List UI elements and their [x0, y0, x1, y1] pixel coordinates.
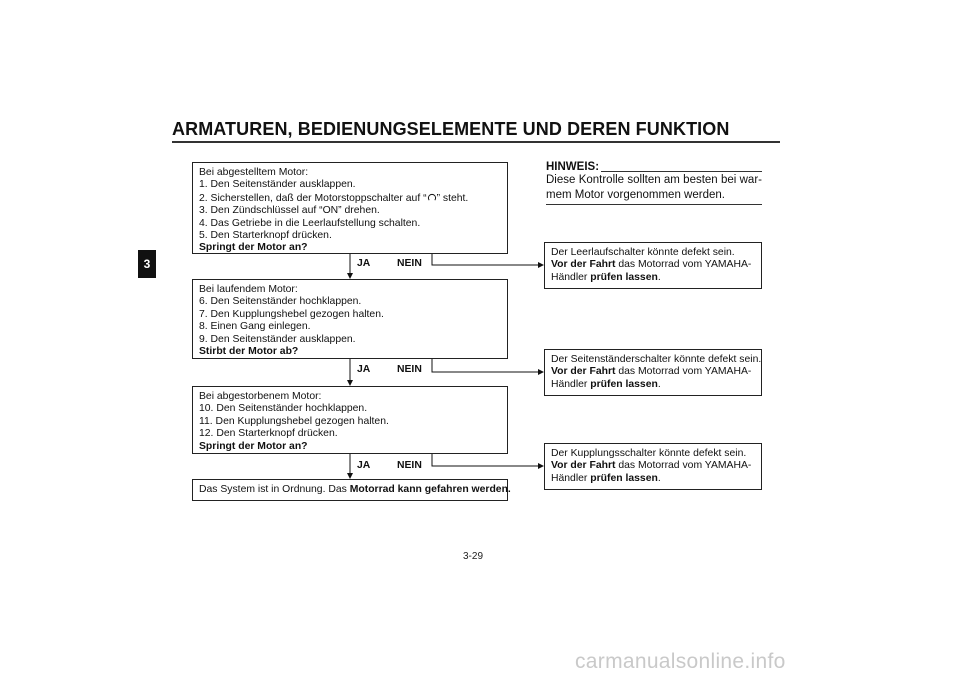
- watermark: carmanualsonline.info: [575, 650, 786, 673]
- step2-line-4: 9. Den Seitenständer ausklappen.: [199, 333, 356, 345]
- fault1-line2: [551, 259, 755, 271]
- fault1-pre-b: Händler: [551, 271, 591, 283]
- fault1-bold-b: prüfen lassen: [590, 271, 658, 283]
- step2-question: Stirbt der Motor ab?: [199, 346, 299, 358]
- fault3-line2: [551, 460, 755, 472]
- fault-box-clutch-switch: [544, 443, 762, 490]
- fault2-bold-b: prüfen lassen: [590, 378, 658, 390]
- fault3-line1: Der Kupplungsschalter könnte defekt sein.: [551, 448, 747, 459]
- page-number: 3-29: [463, 551, 484, 562]
- step2-line-2: 7. Den Kupplungshebel gezogen halten.: [199, 308, 384, 320]
- step3-line-3: 12. Den Starterknopf drücken.: [199, 428, 338, 440]
- fault2-line3: [551, 379, 755, 391]
- result-ok-text: Das System ist in Ordnung. Das: [199, 484, 350, 495]
- step2-line-0: Bei laufendem Motor:: [199, 284, 298, 295]
- fault1-line1: Der Leerlaufschalter könnte defekt sein.: [551, 247, 735, 258]
- step1-line-1: 1. Den Seitenständer ausklappen.: [199, 179, 356, 191]
- fault3-mid: das Motorrad vom YAMAHA-: [615, 460, 752, 472]
- fault1-line3: [551, 272, 755, 284]
- step1-line-0: Bei abgestelltem Motor:: [199, 167, 309, 178]
- step3-line-0: Bei abgestorbenem Motor:: [199, 391, 322, 402]
- no-arrow-1: [432, 254, 543, 265]
- step1-line-3: 3. Den Zündschlüssel auf “ON” drehen.: [199, 205, 380, 217]
- fault2-pre-b: Händler: [551, 378, 591, 390]
- no-label-1: NEIN: [397, 258, 422, 269]
- note-text: Diese Kontrolle sollten am besten bei war-mem Motor vorgenommen werden.: [546, 174, 762, 201]
- result-ok-bold: Motorrad kann gefahren werden.: [349, 484, 511, 495]
- yes-label-3: JA: [357, 460, 371, 471]
- fault2-end: .: [657, 378, 661, 390]
- fault-box-sidestand-switch: [544, 349, 762, 396]
- step1-line-2-suffix: ” steht.: [436, 192, 469, 204]
- fault2-mid: das Motorrad vom YAMAHA-: [615, 366, 752, 378]
- no-label-2: NEIN: [397, 364, 422, 375]
- step1-line-4: 4. Das Getriebe in die Leerlaufstellung schalten.: [199, 217, 421, 229]
- fault3-end: .: [657, 472, 661, 484]
- fault2-line2: [551, 366, 755, 378]
- step2-line-1: 6. Den Seitenständer hochklappen.: [199, 296, 362, 308]
- fault1-bold-a: Vor der Fahrt: [551, 259, 616, 271]
- step3-line-1: 10. Den Seitenständer hochklappen.: [199, 403, 368, 415]
- yes-label-1: JA: [357, 258, 371, 269]
- fault3-bold-a: Vor der Fahrt: [551, 460, 616, 472]
- step1-line-5: 5. Den Starterknopf drücken.: [199, 230, 332, 242]
- note-rule-bottom: [546, 204, 762, 205]
- fault3-line3: [551, 473, 755, 485]
- fault1-end: .: [657, 271, 661, 283]
- no-label-3: NEIN: [397, 460, 422, 471]
- fault2-line1: Der Seitenständerschalter könnte defekt sein.: [551, 354, 762, 365]
- step1-question: Springt der Motor an?: [199, 242, 308, 254]
- step2-line-3: 8. Einen Gang einlegen.: [199, 321, 311, 333]
- step3-question: Springt der Motor an?: [199, 440, 308, 452]
- step1-line-2-text: 2. Sicherstellen, daß der Motorstoppschalter auf “: [199, 192, 427, 204]
- step3-line-2: 11. Den Kupplungshebel gezogen halten.: [199, 415, 389, 427]
- note-label: HINWEIS:: [546, 161, 600, 173]
- fault3-bold-b: prüfen lassen: [590, 472, 658, 484]
- fault1-mid: das Motorrad vom YAMAHA-: [615, 259, 752, 271]
- fault3-pre-b: Händler: [551, 472, 591, 484]
- no-arrow-3: [432, 454, 543, 466]
- fault-box-neutral-switch: [544, 242, 762, 289]
- yes-label-2: JA: [357, 364, 371, 375]
- fault2-bold-a: Vor der Fahrt: [551, 366, 616, 378]
- chapter-tab: 3: [138, 250, 156, 278]
- page-title: ARMATUREN, BEDIENUNGSELEMENTE UND DEREN FUNKTION: [172, 119, 730, 139]
- no-arrow-2: [432, 359, 543, 372]
- note-rule-top: [601, 171, 762, 172]
